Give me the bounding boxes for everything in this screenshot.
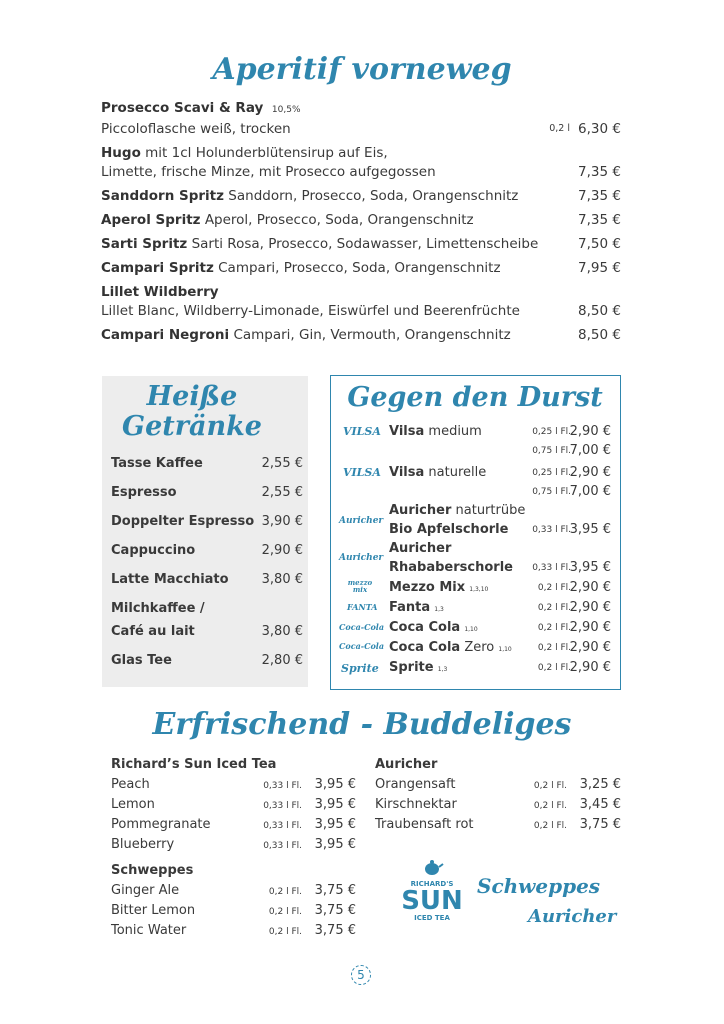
item-size: 0,25 l Fl.: [532, 468, 571, 478]
menu-item: [111, 815, 356, 835]
item-name: Bitter Lemon: [111, 903, 196, 918]
aperitif-title: Aperitif vorneweg: [212, 52, 512, 87]
item-name: Lemon: [111, 797, 155, 812]
aperitif-list: [101, 99, 621, 350]
item-price: 3,95 €: [569, 560, 611, 575]
item-size: 0,2 l Fl.: [537, 643, 571, 653]
menu-item: [111, 456, 303, 471]
menu-item: [101, 99, 621, 139]
teapot-icon: [420, 858, 444, 876]
vilsa-logo: VILSA: [343, 466, 381, 479]
item-price: 3,90 €: [261, 514, 303, 529]
item-size: 0,2 l Fl.: [533, 801, 567, 811]
soft-drinks-title: Gegen den Durst: [347, 382, 603, 413]
item-price: 3,75 €: [314, 903, 356, 918]
sprite-logo: Sprite: [341, 662, 379, 675]
item-name: Prosecco Scavi & Ray: [101, 100, 264, 116]
item-price: 3,95 €: [314, 817, 356, 832]
item-price: 8,50 €: [578, 327, 621, 343]
item-size: 0,2 l Fl.: [533, 821, 567, 831]
menu-item: [111, 485, 303, 500]
item-name: Bio Apfelschorle: [389, 522, 509, 537]
menu-item: [111, 881, 356, 901]
item-price: 2,90 €: [569, 620, 611, 635]
item-name: Glas Tee: [111, 653, 172, 668]
auricher-juice-list: [375, 755, 621, 835]
menu-item: [101, 211, 621, 230]
menu-item: [389, 658, 611, 679]
menu-item: [389, 578, 611, 599]
item-size: 0,2 l Fl.: [537, 623, 571, 633]
item-name: Campari Spritz: [101, 260, 214, 276]
menu-item: [101, 283, 621, 321]
item-name: Rhababerschorle: [389, 560, 513, 575]
item-price: 3,25 €: [579, 777, 621, 792]
item-name: Tasse Kaffee: [111, 456, 203, 471]
item-variant: medium: [428, 424, 482, 439]
menu-item: [111, 543, 303, 558]
item-size: 0,2 l: [549, 123, 570, 134]
item-additives: 1,3: [437, 666, 448, 673]
item-price: 3,75 €: [314, 923, 356, 938]
hot-drinks-box: [102, 376, 308, 687]
item-price: 2,90 €: [261, 543, 303, 558]
section-heading: Schweppes: [111, 863, 194, 878]
item-variant: naturtrübe: [455, 503, 526, 518]
item-name: Sarti Spritz: [101, 236, 188, 252]
refreshing-title: Erfrischend - Buddeliges: [152, 707, 572, 742]
page-number: 5: [351, 965, 371, 985]
item-variant: naturelle: [428, 465, 487, 480]
item-description: Sanddorn, Prosecco, Soda, Orangenschnitz: [228, 188, 519, 204]
item-name: Café au lait: [111, 624, 195, 639]
item-name: Espresso: [111, 485, 177, 500]
item-price: 2,55 €: [261, 456, 303, 471]
item-price: 7,35 €: [578, 212, 621, 228]
coca-cola-logo: Coca-Cola: [339, 641, 385, 651]
item-size: 0,33 l Fl.: [532, 525, 571, 535]
item-size: 0,2 l Fl.: [537, 663, 571, 673]
item-price: 2,90 €: [569, 580, 611, 595]
item-name: Kirschnektar: [375, 797, 457, 812]
item-price: 7,00 €: [569, 484, 611, 499]
item-price: 7,35 €: [578, 164, 621, 180]
item-additives: 1,10: [498, 646, 512, 653]
item-price: 2,90 €: [569, 640, 611, 655]
vilsa-logo: VILSA: [343, 425, 381, 438]
item-size: 0,2 l Fl.: [268, 927, 302, 937]
item-price: 3,95 €: [314, 837, 356, 852]
item-price: 2,80 €: [261, 653, 303, 668]
item-name: Sprite: [389, 660, 434, 675]
item-name: Coca Cola: [389, 640, 461, 655]
item-name: Hugo: [101, 145, 141, 161]
hot-title-line: Getränke: [122, 411, 262, 442]
item-volume: 10,5%: [271, 105, 301, 115]
menu-item: [389, 463, 611, 482]
menu-item: [111, 624, 303, 639]
item-price: 8,50 €: [578, 303, 621, 319]
item-description: Limette, frische Minze, mit Prosecco aufgegossen: [101, 164, 436, 180]
item-name: Vilsa: [389, 465, 425, 480]
item-price: 2,55 €: [261, 485, 303, 500]
item-description: Sarti Rosa, Prosecco, Sodawasser, Limettenscheibe: [191, 236, 539, 252]
item-price: 3,95 €: [569, 522, 611, 537]
item-price: 2,90 €: [569, 600, 611, 615]
item-name: Orangensaft: [375, 777, 456, 792]
item-size: 0,25 l Fl.: [532, 427, 571, 437]
item-price: 3,75 €: [579, 817, 621, 832]
menu-item: [389, 520, 611, 539]
item-price: 3,80 €: [261, 572, 303, 587]
menu-item: [111, 775, 356, 795]
menu-item: [389, 501, 611, 520]
menu-item: [389, 539, 611, 558]
item-name: Cappuccino: [111, 543, 196, 558]
item-name: Coca Cola: [389, 620, 461, 635]
mezzo-mix-logo: mezzo mix: [347, 578, 373, 594]
schweppes-logo: Schweppes: [477, 874, 601, 898]
menu-item: [101, 187, 621, 206]
menu-item: [101, 144, 621, 182]
menu-item: [111, 601, 303, 616]
item-name: Tonic Water: [111, 923, 187, 938]
menu-item: [111, 572, 303, 587]
item-name: Sanddorn Spritz: [101, 188, 224, 204]
menu-item: [375, 795, 621, 815]
item-description: Campari, Gin, Vermouth, Orangenschnitz: [233, 327, 511, 343]
section-heading: Auricher: [375, 757, 438, 772]
item-price: 3,95 €: [314, 797, 356, 812]
logo-text: SUN: [401, 886, 463, 916]
item-price: 7,95 €: [578, 260, 621, 276]
item-price: 3,45 €: [579, 797, 621, 812]
item-size: 0,33 l Fl.: [263, 781, 302, 791]
item-size: 0,33 l Fl.: [263, 801, 302, 811]
item-name: Doppelter Espresso: [111, 514, 255, 529]
menu-item: [375, 815, 621, 835]
richards-sun-logo: [399, 858, 465, 922]
item-description: Lillet Blanc, Wildberry-Limonade, Eiswürfel und Beerenfrüchte: [101, 303, 520, 319]
menu-item: [111, 653, 303, 668]
item-name: Latte Macchiato: [111, 572, 229, 587]
item-name: Campari Negroni: [101, 327, 230, 343]
auricher-logo: Auricher: [339, 516, 384, 526]
item-price: 7,00 €: [569, 443, 611, 458]
item-description: Campari, Prosecco, Soda, Orangenschnitz: [218, 260, 501, 276]
menu-item: [101, 326, 621, 345]
menu-item: [389, 618, 611, 639]
item-size: 0,2 l Fl.: [537, 583, 571, 593]
menu-item: [389, 558, 611, 577]
item-name: Pommegranate: [111, 817, 211, 832]
item-size: 0,75 l Fl.: [532, 487, 571, 497]
item-name: Blueberry: [111, 837, 175, 852]
fanta-logo: FANTA: [347, 602, 378, 612]
item-name: Fanta: [389, 600, 431, 615]
item-description: Aperol, Prosecco, Soda, Orangenschnitz: [204, 212, 474, 228]
item-price: 3,80 €: [261, 624, 303, 639]
item-name: Aperol Spritz: [101, 212, 201, 228]
item-name: Peach: [111, 777, 150, 792]
item-description: Piccoloflasche weiß, trocken: [101, 121, 291, 137]
menu-item: [375, 775, 621, 795]
richards-sun-list: [111, 755, 356, 941]
menu-item: [101, 235, 621, 254]
item-price: 7,50 €: [578, 236, 621, 252]
item-name: Mezzo Mix: [389, 580, 466, 595]
item-additives: 1,3,10: [469, 586, 489, 593]
hot-title-line: Heiße: [146, 381, 238, 412]
item-price: 2,90 €: [569, 424, 611, 439]
item-price: 3,75 €: [314, 883, 356, 898]
item-description: mit 1cl Holunderblütensirup auf Eis,: [145, 145, 388, 161]
logo-text: RICHARD'S: [410, 880, 454, 888]
item-size: 0,33 l Fl.: [532, 563, 571, 573]
item-size: 0,33 l Fl.: [263, 821, 302, 831]
item-size: 0,33 l Fl.: [263, 841, 302, 851]
item-name: Ginger Ale: [111, 883, 180, 898]
item-variant: Zero: [464, 640, 495, 655]
item-name: Auricher: [389, 503, 452, 518]
item-size: 0,75 l Fl.: [532, 446, 571, 456]
item-name: Milchkaffee /: [111, 601, 205, 616]
menu-item: [389, 422, 611, 441]
menu-item: [111, 921, 356, 941]
section-heading: Richard’s Sun Iced Tea: [111, 757, 277, 772]
item-name: Auricher: [389, 541, 452, 556]
item-price: 7,35 €: [578, 188, 621, 204]
hot-drinks-title: [102, 382, 282, 442]
menu-item: [111, 514, 303, 529]
soft-drinks-box: [330, 375, 621, 690]
logo-text: ICED TEA: [414, 914, 450, 922]
auricher-logo: Auricher: [339, 553, 384, 563]
item-name: Lillet Wildberry: [101, 284, 219, 300]
item-additives: 1,3: [434, 606, 444, 613]
menu-item: [111, 795, 356, 815]
menu-item: [111, 835, 356, 855]
menu-item: [101, 259, 621, 278]
item-size: 0,2 l Fl.: [268, 907, 302, 917]
auricher-logo: Auricher: [528, 906, 617, 927]
coca-cola-logo: Coca-Cola: [339, 622, 385, 632]
item-price: 6,30 €: [578, 121, 621, 137]
item-size: 0,2 l Fl.: [268, 887, 302, 897]
item-price: 2,90 €: [569, 660, 611, 675]
item-additives: 1,10: [464, 626, 478, 633]
item-name: Vilsa: [389, 424, 425, 439]
item-size: 0,2 l Fl.: [537, 603, 571, 613]
item-price: 2,90 €: [569, 465, 611, 480]
menu-item: [389, 638, 611, 659]
item-price: 3,95 €: [314, 777, 356, 792]
item-name: Traubensaft rot: [375, 817, 474, 832]
item-size: 0,2 l Fl.: [533, 781, 567, 791]
menu-item: [389, 598, 611, 619]
menu-item: [111, 901, 356, 921]
